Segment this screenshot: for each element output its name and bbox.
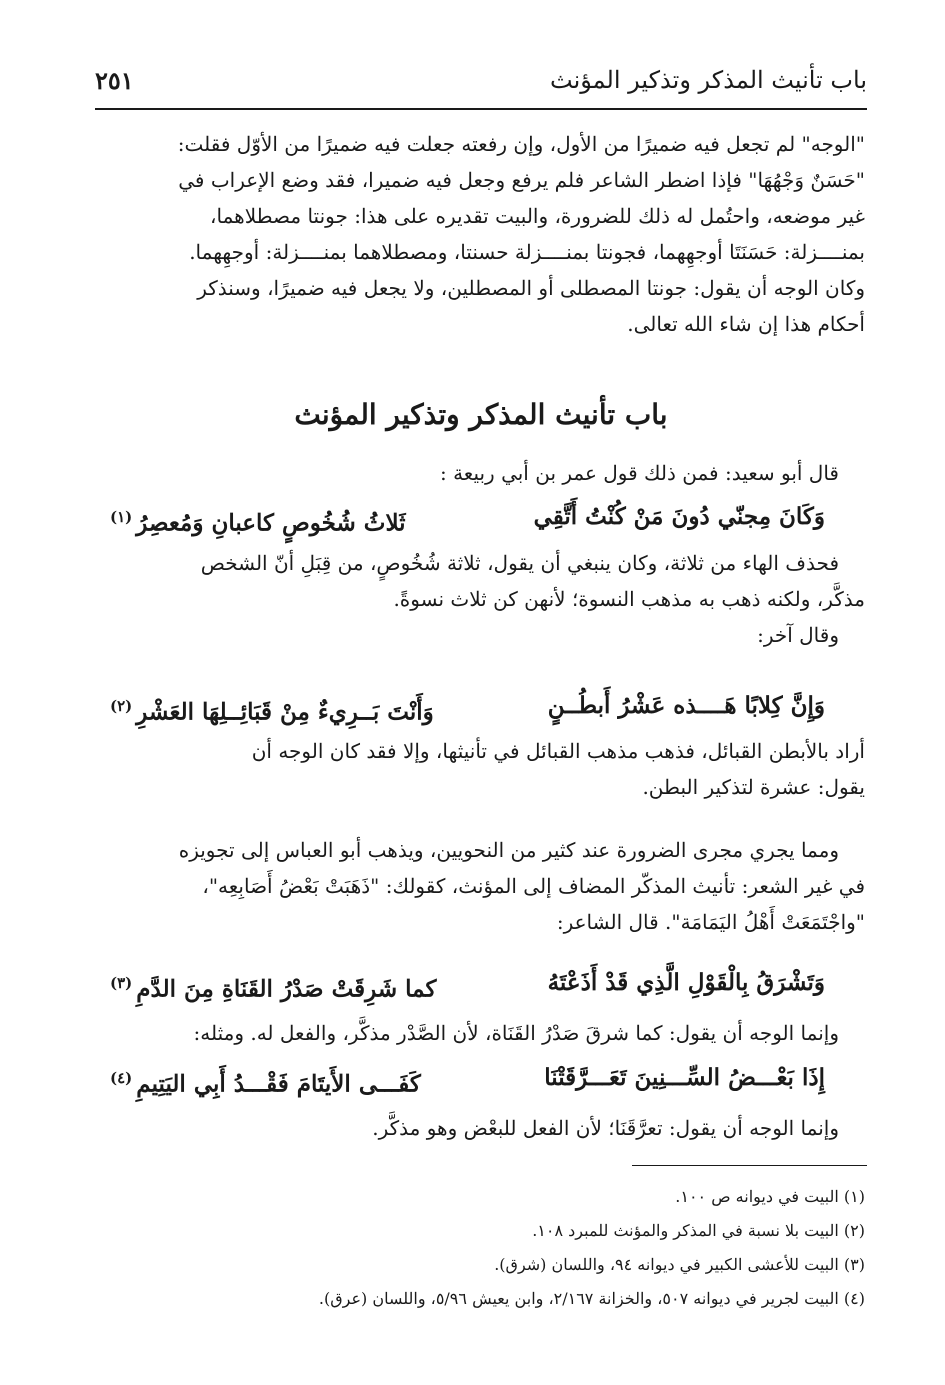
footnote-ref: (٤) (110, 1069, 133, 1087)
text-line: أراد بالأبطن القبائل، فذهب مذهب القبائل في تأنيثها، وإلا فقد كان الوجه أن (251, 739, 865, 763)
intro-paragraph (100, 126, 865, 342)
text-line: "حَسَنٌ وَجْهُهَا" فإذا اضطر الشاعر فلم يرفع وجعل فيه ضميرا، فقد وضع الإعراب في (178, 168, 865, 192)
verse-4 (110, 1058, 825, 1098)
footnote: (٣) البيت للأعشى الكبير في ديوانه ٩٤، واللسان (شرق). (494, 1255, 865, 1274)
footnote-ref: (٢) (110, 697, 133, 715)
text-line: ومما يجري مجرى الضرورة عند كثير من النحويين، ويذهب أبو العباس إلى تجويزه (178, 838, 839, 862)
verse-first-hemistich: وَتَشْرَقُ بِالْقَوْلِ الَّذِي قَدْ أَذَعْتَهُ (547, 969, 825, 996)
verse-1 (110, 497, 825, 537)
text-line: في غير الشعر: تأنيث المذكّر المضاف إلى المؤنث، كقولك: "ذَهَبَتْ بَعْضُ أَصَابِعِه"، (202, 874, 865, 898)
text-line: وإنما الوجه أن يقول: كما شرقَ صَدْرُ القَنَاة، لأن الصَّدْر مذكَّر، والفعل له. ومثله: (193, 1021, 839, 1045)
text-line: "الوجه" لم تجعل فيه ضميرًا من الأول، وإن رفعته جعلت فيه ضميرًا من الأوّل فقلت: (177, 132, 865, 156)
paragraph-2 (100, 545, 865, 653)
text-line: قال أبو سعيد: فمن ذلك قول عمر بن أبي ربيعة : (439, 461, 839, 485)
footnote: (٤) البيت لجرير في ديوانه ٥٠٧، والخزانة ٢/١٦٧، وابن يعيش ٥/٩٦، واللسان (عرق). (318, 1289, 865, 1308)
verse-first-hemistich: إِذَا بَعْـــضُ السِّـــنِينَ تَعَـــرَّقَتْنَا (544, 1064, 825, 1091)
paragraph-7 (100, 1110, 865, 1146)
footnotes (100, 1180, 865, 1316)
verse-second-hemistich: كَفَـــى الأَيتَامَ فَقْـــدُ أَبِي اليَتِيمِ$^{(٤)}$ (110, 1069, 421, 1098)
text-line: يقول: عشرة لتذكير البطن. (642, 775, 865, 799)
verse-second-hemistich: كما شَرِقَتْ صَدْرُ القَنَاةِ مِنَ الدَّمِ$^{(٣)}$ (110, 974, 437, 1003)
footnote-ref: (٣) (110, 974, 133, 992)
text-line: وإنما الوجه أن يقول: تعرَّقَنَا؛ لأن الفعل للبعْض وهو مذكَّر. (372, 1116, 839, 1140)
section-heading: باب تأنيث المذكر وتذكير المؤنث (294, 398, 668, 431)
text-line: مذكَّر، ولكنه ذهب به مذهب النسوة؛ لأنهن كن ثلاث نسوةً. (393, 587, 865, 611)
text-line: وكان الوجه أن يقول: جونتا المصطلى أو المصطلين، ولا يجعل فيه ضميرًا، وسنذكر (197, 276, 865, 300)
text-line: "واجْتَمَعَتْ أَهْلُ اليَمَامَة". قال الشاعر: (556, 910, 865, 934)
page-number: ٢٥١ (95, 65, 134, 95)
footnote-ref: (١) (110, 508, 133, 526)
paragraph-6 (100, 1015, 865, 1051)
running-title: باب تأنيث المذكر وتذكير المؤنث (550, 66, 867, 94)
footnote: (١) البيت في ديوانه ص ١٠٠. (675, 1187, 865, 1206)
text-line: بمنــــزلة: حَسَنَتَا أوجهِهما، فجونتا بمنــــزلة حسنتا، ومصطلاهما بمنــــزلة: أوجهِهما. (189, 240, 865, 264)
verse-second-hemistich: وَأَنْتَ بَــرِيءٌ مِنْ قَبَائِــلِهَا العَشْرِ$^{(٢)}$ (110, 697, 434, 726)
paragraph-5 (100, 832, 865, 940)
page-header (95, 60, 867, 100)
verse-2 (110, 686, 825, 726)
verse-second-hemistich: ثَلاثُ شُخُوصٍ كاعبانِ وَمُعصِرُ$^{(١)}$ (110, 508, 406, 537)
header-rule (95, 108, 867, 110)
text-line: غير موضعه، واحتُمل له ذلك للضرورة، والبيت تقديره على هذا: جونتا مصطلاهما، (210, 204, 865, 228)
footnote: (٢) البيت بلا نسبة في المذكر والمؤنث للمبرد ١٠٨. (532, 1221, 865, 1240)
footnote-separator (632, 1165, 867, 1166)
paragraph-4 (100, 733, 865, 805)
text-line: وقال آخر: (757, 623, 839, 647)
verse-first-hemistich: وَإِنَّ كِلابًا هَــــذه عَشْرُ أَبطُــنٍ (547, 692, 825, 719)
text-line: أحكام هذا إن شاء الله تعالى. (627, 312, 865, 336)
verse-3 (110, 963, 825, 1003)
paragraph-1 (100, 455, 865, 491)
text-line: فحذف الهاء من ثلاثة، وكان ينبغي أن يقول، ثلاثة شُخُوصٍ، من قِبَلِ أنّ الشخص (200, 551, 839, 575)
verse-first-hemistich: وَكَانَ مِجنّي دُونَ مَنْ كُنْتُ أَتَّقِي (533, 503, 825, 530)
